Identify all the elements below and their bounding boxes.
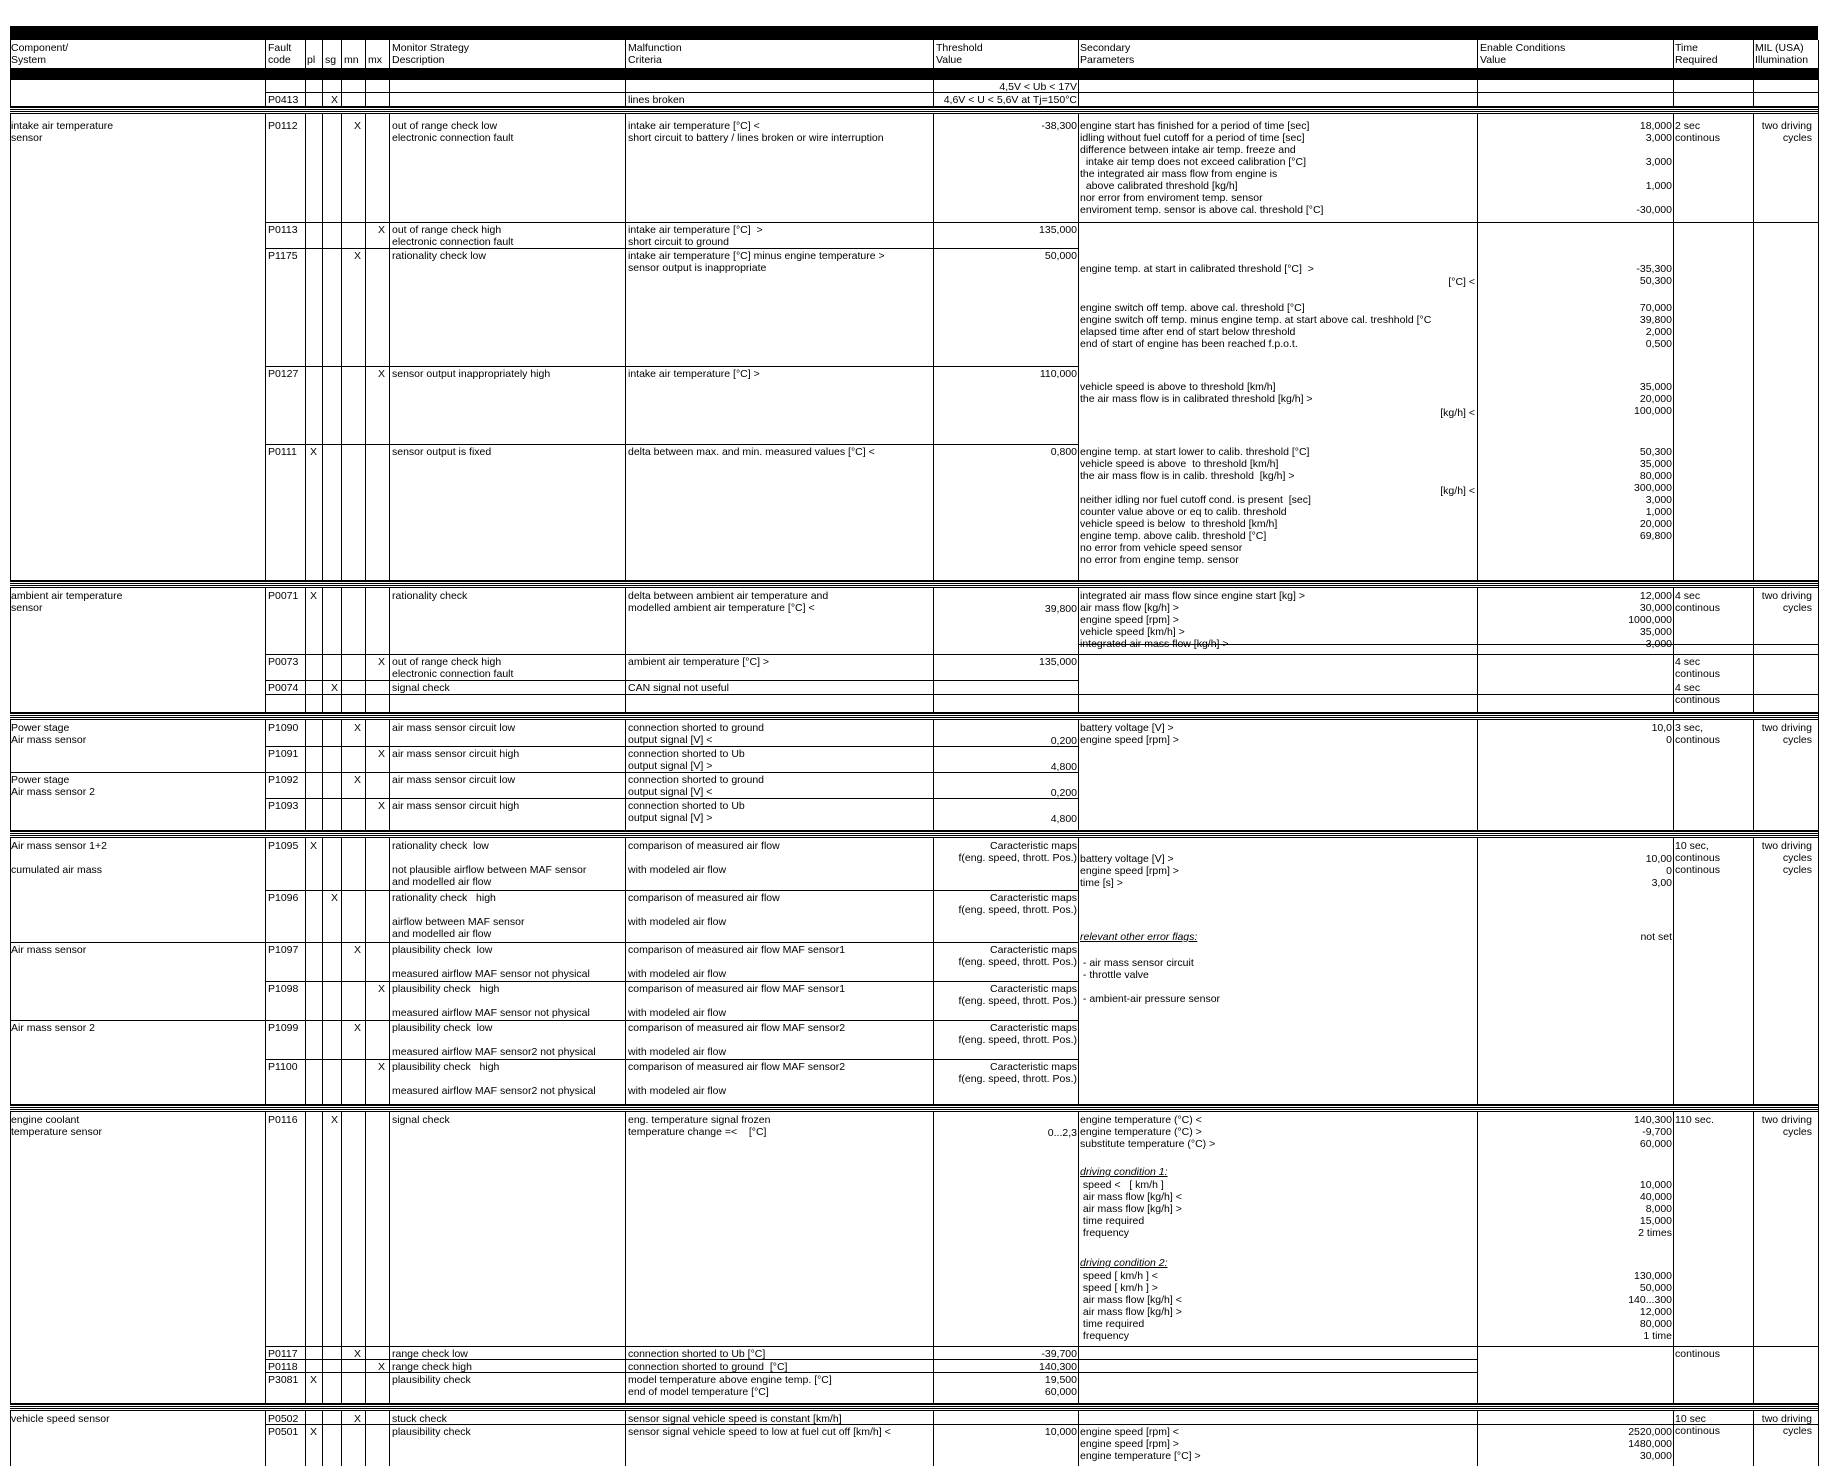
cell-text: plausibility check high measured airflow MAF sensor not physical (392, 983, 590, 1019)
cell-text: P0073 (268, 656, 299, 668)
cell-text: [kg/h] < (1440, 407, 1475, 419)
cell-text: X (378, 1361, 386, 1373)
cell-text: X (310, 446, 318, 458)
cell-text: X (310, 590, 318, 602)
cell-text: 140,300 (1039, 1361, 1077, 1373)
header-mil-illumination: MIL (USA) Illumination (1755, 42, 1809, 66)
cell-text: X (378, 1061, 386, 1073)
cell-text: 4,800 (1050, 813, 1077, 825)
group-separator (10, 580, 1818, 588)
cell-text: P0502 (268, 1413, 299, 1425)
header-threshold-value: Threshold Value (936, 42, 983, 66)
cell-text: comparison of measured air flow MAF sensor1 with modeled air flow (628, 983, 846, 1019)
cell-text: Power stage Air mass sensor 2 (11, 774, 96, 798)
cell-text: P1095 (268, 840, 299, 852)
cell-text: speed [ km/h ] < speed [ km/h ] > air mass flow [kg/h] < air mass flow [kg/h] > time required frequency (1082, 1270, 1182, 1342)
cell-text: P0413 (268, 94, 299, 106)
cell-text: X (354, 1348, 362, 1360)
cell-text: engine speed [rpm] < engine speed [rpm] > engine temperature [°C] > (1080, 1426, 1201, 1462)
cell-text: comparison of measured air flow MAF sensor1 with modeled air flow (628, 944, 846, 980)
cell-text: comparison of measured air flow MAF sensor2 with modeled air flow (628, 1061, 846, 1097)
cell-text: 130,000 50,000 140...300 12,000 80,000 1 time (1628, 1270, 1672, 1342)
cell-text: lines broken (628, 94, 685, 106)
row-rule (10, 942, 1078, 943)
cell-text: X (354, 774, 362, 786)
cell-text: 110 sec. (1675, 1114, 1714, 1126)
cell-text: P0117 (268, 1348, 298, 1360)
cell-text: rationality check (392, 590, 468, 602)
cell-text: air mass sensor circuit high (392, 800, 520, 812)
header-bottom-black-bar (10, 68, 1818, 80)
cell-text: -39,700 (1041, 1348, 1077, 1360)
row-rule (265, 798, 1078, 799)
cell-text: sensor signal vehicle speed to low at fuel cut off [km/h] < (628, 1426, 891, 1438)
cell-text: 110,000 (1039, 368, 1077, 380)
cell-text: model temperature above engine temp. [°C] end of model temperature [°C] (628, 1374, 832, 1398)
cell-text: 50,000 (1044, 250, 1077, 262)
cell-text: Caracteristic maps f(eng. speed, thrott. Pos.) (958, 840, 1077, 864)
cell-text: 19,500 60,000 (1044, 1374, 1077, 1398)
cell-text: comparison of measured air flow MAF sensor2 with modeled air flow (628, 1022, 846, 1058)
cell-text: rationality check high airflow between MAF sensor and modelled air flow (392, 892, 525, 940)
cell-text: P1098 (268, 983, 299, 995)
cell-text: P1090 (268, 722, 299, 734)
row-rule (265, 222, 1078, 223)
cell-text: 2520,000 1480,000 30,000 (1628, 1426, 1672, 1462)
cell-text: 4 sec continous (1675, 656, 1720, 680)
cell-text: X (331, 682, 339, 694)
cell-text: 35,000 20,000 100,000 (1634, 381, 1672, 417)
column-rule (625, 40, 626, 1466)
cell-text: P0071 (268, 590, 299, 602)
cell-text: driving condition 2: (1080, 1257, 1168, 1269)
cell-text: Caracteristic maps f(eng. speed, thrott. Pos.) (958, 892, 1077, 916)
row-rule (1078, 654, 1818, 655)
column-rule (265, 40, 266, 1466)
row-rule (265, 1059, 1078, 1060)
cell-text: rationality check low (392, 250, 486, 262)
cell-text: -38,300 (1041, 120, 1077, 132)
cell-text: X (354, 250, 362, 262)
cell-text: 10,000 40,000 8,000 15,000 2 times (1638, 1179, 1672, 1239)
cell-text: signal check (392, 1114, 450, 1126)
cell-text: battery voltage [V] > engine speed [rpm] > time [s] > (1080, 853, 1179, 889)
cell-text: connection shorted to Ub [°C] (628, 1348, 766, 1360)
cell-text: signal check (392, 682, 450, 694)
row-rule (265, 694, 1818, 695)
cell-text: relevant other error flags: (1080, 931, 1198, 943)
cell-text: 4,5V < Ub < 17V (999, 81, 1077, 93)
cell-text: connection shorted to ground output signal [V] < (628, 722, 765, 746)
column-rule (1078, 40, 1079, 1466)
cell-text: X (310, 1374, 318, 1386)
cell-text: ambient air temperature sensor (11, 590, 123, 614)
cell-text: 10 sec continous (1675, 1413, 1720, 1437)
cell-text: 4,6V < U < 5,6V at Tj=150°C (943, 94, 1077, 106)
cell-text: Air mass sensor 1+2 cumulated air mass (11, 840, 107, 876)
cell-text: X (378, 224, 386, 236)
cell-text: rationality check low not plausible airflow between MAF sensor and modelled air flow (392, 840, 587, 888)
cell-text: P1096 (268, 892, 299, 904)
column-rule (341, 40, 342, 1466)
cell-text: connection shorted to ground output signal [V] < (628, 774, 765, 798)
cell-text: plausibility check (392, 1426, 471, 1438)
cell-text: sensor signal vehicle speed is constant [km/h] (628, 1413, 842, 1425)
cell-text: 12,000 30,000 1000,000 35,000 3,000 (1628, 590, 1672, 650)
row-rule (10, 1020, 1078, 1021)
group-separator (10, 106, 1818, 114)
cell-text: 135,000 (1039, 224, 1077, 236)
column-rule (1477, 40, 1478, 1466)
cell-text: P1175 (268, 250, 298, 262)
column-rule (1818, 40, 1819, 1466)
cell-text: Caracteristic maps f(eng. speed, thrott. Pos.) (958, 944, 1077, 968)
column-rule (1673, 40, 1674, 1466)
cell-text: P1099 (268, 1022, 299, 1034)
column-rule (389, 40, 390, 1466)
top-black-bar (10, 26, 1818, 40)
cell-text: out of range check high electronic connection fault (392, 656, 514, 680)
cell-text: engine coolant temperature sensor (11, 1114, 103, 1138)
cell-text: intake air temperature [°C] > (628, 368, 760, 380)
cell-text: P1092 (268, 774, 299, 786)
row-rule (265, 890, 1078, 891)
cell-text: 70,000 39,800 2,000 0,500 (1639, 302, 1672, 350)
cell-text: range check high (392, 1361, 472, 1373)
cell-text: 10,00 0 3,00 (1645, 853, 1672, 889)
cell-text: -35,300 50,300 (1636, 263, 1672, 287)
cell-text: P3081 (268, 1374, 299, 1386)
cell-text: air mass sensor circuit low (392, 774, 516, 786)
header-monitor-strategy: Monitor Strategy Description (392, 42, 470, 66)
cell-text: P0118 (268, 1361, 298, 1373)
cell-text: 0...2,3 (1047, 1127, 1077, 1139)
cell-text: P0111 (268, 446, 297, 458)
cell-text: 10 sec, continous continous (1675, 840, 1720, 876)
cell-text: P0127 (268, 368, 299, 380)
header-enable-conditions: Enable Conditions Value (1480, 42, 1566, 66)
cell-text: [kg/h] < (1440, 485, 1475, 497)
column-rule (1753, 40, 1754, 1466)
cell-text: out of range check low electronic connection fault (392, 120, 514, 144)
cell-text: plausibility check (392, 1374, 471, 1386)
cell-text: Air mass sensor (11, 944, 87, 956)
cell-text: sensor output inappropriately high (392, 368, 551, 380)
cell-text: ambient air temperature [°C] > (628, 656, 770, 668)
cell-text: X (378, 748, 386, 760)
cell-text: 4 sec continous (1675, 590, 1720, 614)
row-rule (1078, 222, 1818, 223)
cell-text: X (354, 722, 362, 734)
group-separator (10, 830, 1818, 838)
cell-text: X (378, 656, 386, 668)
cell-text: Caracteristic maps f(eng. speed, thrott. Pos.) (958, 983, 1077, 1007)
column-rule (365, 40, 366, 1466)
cell-text: stuck check (392, 1413, 447, 1425)
cell-text: delta between max. and min. measured values [°C] < (628, 446, 875, 458)
cell-text: P0116 (268, 1114, 298, 1126)
cell-text: intake air temperature [°C] > short circuit to ground (628, 224, 763, 248)
group-separator (10, 712, 1818, 720)
cell-text: engine start has finished for a period of time [sec] idling without fuel cutoff for a period of time [sec] difference between intake air temp. freeze and intake air temp does not exceed calibration [°C] the integrated air mass flow from engine is above calibrated threshold [kg/h] nor error from enviroment temp. sensor enviroment temp. sensor is above cal. threshold [°C] (1080, 120, 1324, 216)
cell-text: P1100 (268, 1061, 298, 1073)
row-rule (265, 981, 1078, 982)
cell-text: sensor output is fixed (392, 446, 492, 458)
cell-text: plausibility check low measured airflow MAF sensor not physical (392, 944, 590, 980)
header-malfunction-criteria: Malfunction Criteria (628, 42, 682, 66)
row-rule (265, 680, 1078, 681)
cell-text: P0112 (268, 120, 298, 132)
cell-text: CAN signal not useful (628, 682, 729, 694)
cell-text: plausibility check low measured airflow MAF sensor2 not physical (392, 1022, 596, 1058)
cell-text: comparison of measured air flow with modeled air flow (628, 840, 780, 876)
cell-text: X (331, 892, 339, 904)
cell-text: X (354, 1413, 362, 1425)
cell-text: engine temp. at start lower to calib. threshold [°C] vehicle speed is above to threshold [km/h] the air mass flow is in calib. threshold [kg/h] > neither idling nor fuel cutoff cond. is present [sec] counter value above or eq to calib. threshold vehicle speed is below to threshold [km/h] engine temp. above calib. threshold [°C] no error from vehicle speed sensor no error from engine temp. sensor (1080, 446, 1311, 566)
cell-text: vehicle speed sensor (11, 1413, 110, 1425)
header-secondary-parameters: Secondary Parameters (1080, 42, 1135, 66)
cell-text: connection shorted to Ub output signal [V] > (628, 748, 745, 772)
cell-text: X (378, 368, 386, 380)
cell-text: Power stage Air mass sensor (11, 722, 87, 746)
cell-text: engine switch off temp. above cal. threshold [°C] engine switch off temp. minus engine temp. at start above cal. treshhold [°C elapsed time after end of start below threshold end of start of engine has been reached f.p.o.t. (1080, 302, 1432, 350)
cell-text: intake air temperature [°C] minus engine temperature > sensor output is inappropriate (628, 250, 885, 274)
cell-text: connection shorted to Ub output signal [V] > (628, 800, 745, 824)
row-rule (265, 366, 1078, 367)
cell-text: Caracteristic maps f(eng. speed, thrott. Pos.) (958, 1022, 1077, 1046)
cell-text: 10,0 0 (1651, 722, 1672, 746)
cell-text: 39,800 (1044, 603, 1077, 615)
cell-text: continous (1675, 1348, 1720, 1360)
cell-text: 135,000 (1039, 656, 1077, 668)
cell-text: vehicle speed is above to threshold [km/h] the air mass flow is in calibrated threshold [kg/h] > (1080, 381, 1313, 405)
cell-text: X (310, 1426, 318, 1438)
cell-text: 0,200 (1050, 735, 1077, 747)
cell-text: comparison of measured air flow with modeled air flow (628, 892, 780, 928)
cell-text: delta between ambient air temperature and modelled ambient air temperature [°C] < (628, 590, 829, 614)
cell-text: engine temp. at start in calibrated threshold [°C] > (1080, 263, 1314, 275)
row-rule (265, 746, 1078, 747)
cell-text: two driving cycles cycles (1761, 840, 1812, 876)
cell-text: out of range check high electronic connection fault (392, 224, 514, 248)
cell-text: intake air temperature [°C] < short circuit to battery / lines broken or wire interruption (628, 120, 884, 144)
cell-text: P1097 (268, 944, 299, 956)
cell-text: X (331, 1114, 339, 1126)
cell-text: plausibility check high measured airflow MAF sensor2 not physical (392, 1061, 596, 1097)
cell-text: - air mass sensor circuit - throttle valve - ambient-air pressure sensor (1082, 957, 1221, 1005)
row-rule (10, 772, 1078, 773)
column-rule (322, 40, 323, 1466)
cell-text: 0,800 (1050, 446, 1077, 458)
group-separator (10, 1104, 1818, 1112)
cell-text: two driving cycles (1761, 722, 1812, 746)
cell-text: integrated air mass flow since engine start [kg] > air mass flow [kg/h] > engine speed [rpm] > vehicle speed [km/h] > integrated air mass flow [kg/h] > (1080, 590, 1305, 650)
cell-text: 4,800 (1050, 761, 1077, 773)
cell-text: X (354, 944, 362, 956)
header-pl: pl (307, 54, 316, 66)
header-sg: sg (325, 54, 337, 66)
cell-text: Air mass sensor 2 (11, 1022, 96, 1034)
cell-text: range check low (392, 1348, 468, 1360)
cell-text: P1093 (268, 800, 299, 812)
column-rule (933, 40, 934, 1466)
row-rule (265, 248, 1078, 249)
cell-text: 50,300 35,000 80,000 300,000 3,000 1,000 20,000 69,800 (1634, 446, 1672, 542)
cell-text: P0113 (268, 224, 298, 236)
cell-text: air mass sensor circuit high (392, 748, 520, 760)
cell-text: 140,300 -9,700 60,000 (1634, 1114, 1672, 1150)
column-rule (305, 40, 306, 1466)
header-mn: mn (344, 54, 359, 66)
cell-text: eng. temperature signal frozen temperature change =< [°C] (628, 1114, 771, 1138)
cell-text: battery voltage [V] > engine speed [rpm] > (1080, 722, 1179, 746)
cell-text: two driving cycles (1761, 1413, 1812, 1437)
cell-text: driving condition 1: (1080, 1166, 1168, 1178)
cell-text: air mass sensor circuit low (392, 722, 516, 734)
cell-text: 4 sec continous (1675, 682, 1720, 706)
cell-text: 3 sec, continous (1675, 722, 1720, 746)
cell-text: X (354, 1022, 362, 1034)
row-rule (265, 444, 1078, 445)
row-rule (265, 1424, 1818, 1425)
cell-text: intake air temperature sensor (11, 120, 114, 144)
cell-text: X (331, 94, 339, 106)
cell-text: X (378, 800, 386, 812)
cell-text: speed < [ km/h ] air mass flow [kg/h] < air mass flow [kg/h] > time required frequency (1082, 1179, 1182, 1239)
cell-text: two driving cycles (1761, 120, 1812, 144)
column-rule (10, 40, 11, 1466)
cell-text: engine temperature (°C) < engine temperature (°C) > substitute temperature (°C) > (1080, 1114, 1216, 1150)
cell-text: P1091 (268, 748, 299, 760)
cell-text: two driving cycles (1761, 590, 1812, 614)
row-rule (265, 1346, 1818, 1347)
cell-text: 2 sec continous (1675, 120, 1720, 144)
cell-text: 10,000 (1044, 1426, 1077, 1438)
header-time-required: Time Required (1675, 42, 1718, 66)
row-rule (265, 654, 1078, 655)
cell-text: [°C] < (1448, 276, 1475, 288)
header-mx: mx (368, 54, 382, 66)
cell-text: 0,200 (1050, 787, 1077, 799)
cell-text: not set (1640, 931, 1672, 943)
cell-text: Caracteristic maps f(eng. speed, thrott. Pos.) (958, 1061, 1077, 1085)
group-separator (10, 1403, 1818, 1411)
cell-text: connection shorted to ground [°C] (628, 1361, 788, 1373)
cell-text: P0074 (268, 682, 299, 694)
cell-text: X (354, 120, 362, 132)
header-component: Component/ System (11, 42, 69, 66)
cell-text: P0501 (268, 1426, 299, 1438)
cell-text: X (310, 840, 318, 852)
header-fault-code: Fault code (268, 42, 292, 66)
cell-text: 18,000 3,000 3,000 1,000 -30,000 (1636, 120, 1672, 216)
cell-text: two driving cycles (1761, 1114, 1812, 1138)
cell-text: X (378, 983, 386, 995)
